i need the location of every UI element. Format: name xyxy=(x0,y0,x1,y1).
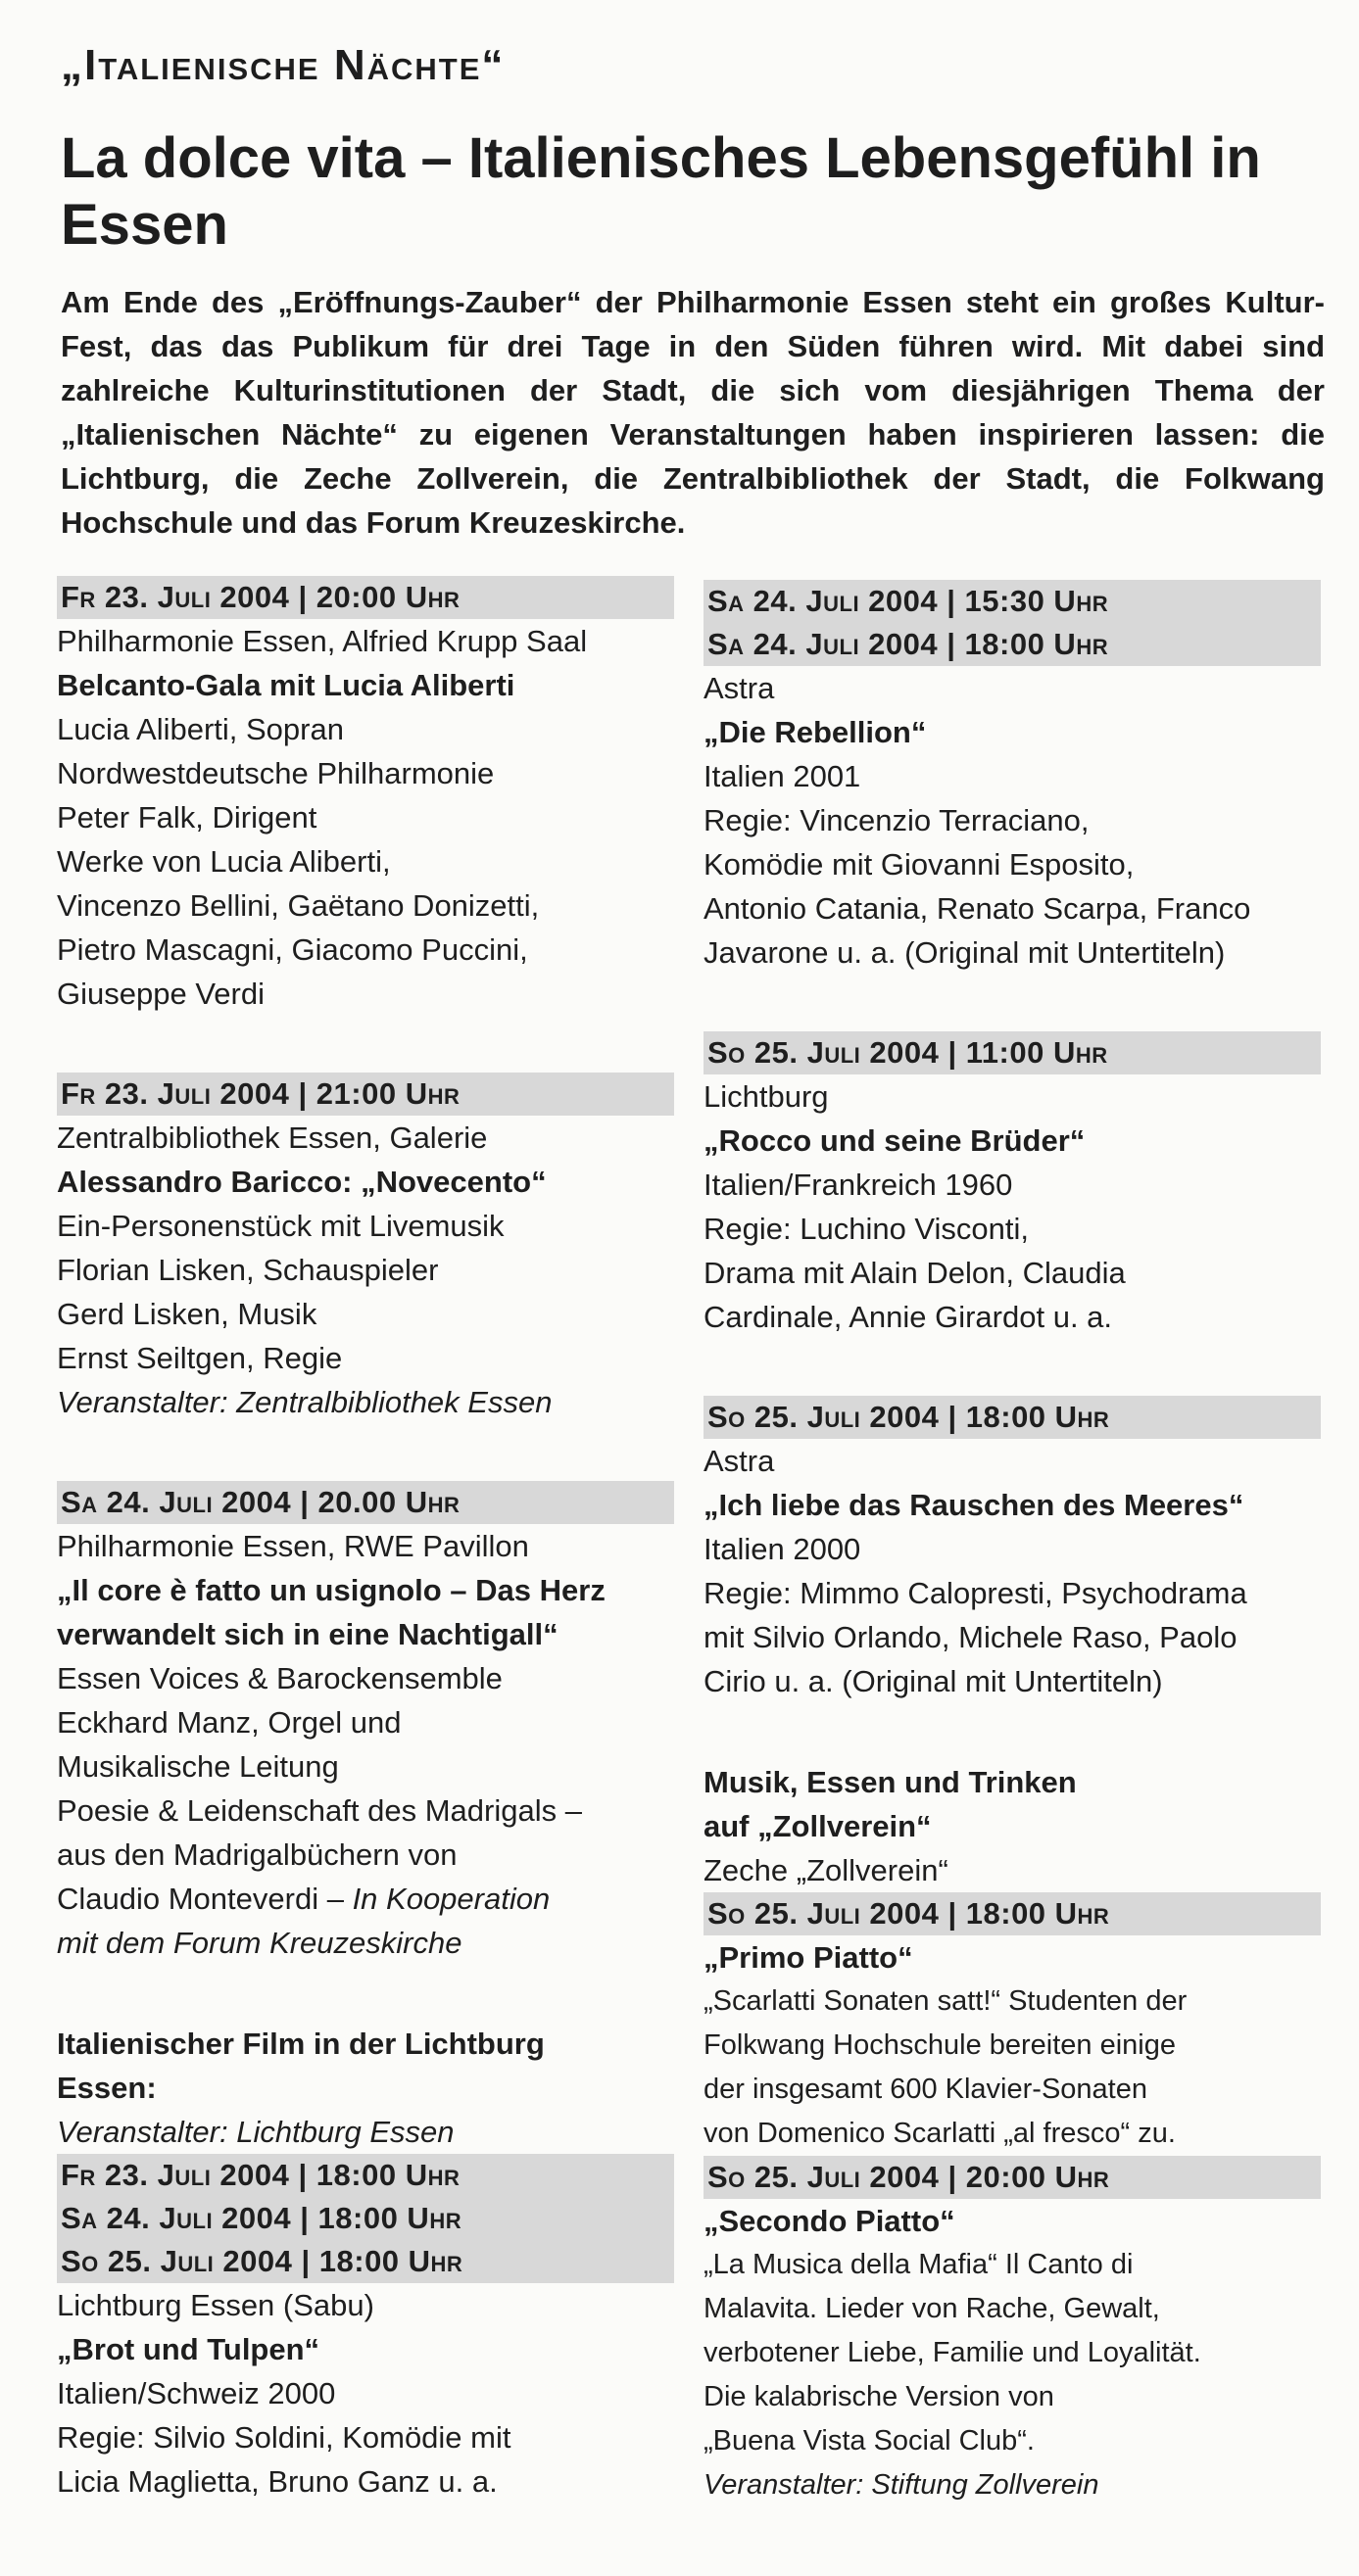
event-title: „Il core è fatto un usignolo – Das Herz xyxy=(57,1573,606,1607)
event-date: Sa 24. Juli 2004 | 20.00 Uhr xyxy=(57,1481,674,1524)
event-belcanto-gala xyxy=(57,576,674,1016)
event-line: Ein-Personenstück mit Livemusik xyxy=(57,1209,505,1243)
film-section xyxy=(57,2022,674,2504)
event-line: Licia Maglietta, Bruno Ganz u. a. xyxy=(57,2464,498,2499)
event-line: Florian Lisken, Schauspieler xyxy=(57,1253,439,1287)
event-line: „Scarlatti Sonaten satt!“ Studenten der xyxy=(704,1985,1188,2017)
event-venue: Zentralbibliothek Essen, Galerie xyxy=(57,1121,488,1155)
event-line: Gerd Lisken, Musik xyxy=(57,1297,317,1331)
section-heading: Musik, Essen und Trinken xyxy=(704,1765,1077,1799)
spacer xyxy=(704,1703,1321,1760)
event-date: So 25. Juli 2004 | 18:00 Uhr xyxy=(57,2240,674,2283)
event-venue: Philharmonie Essen, RWE Pavillon xyxy=(57,1529,529,1563)
event-line: Regie: Mimmo Calopresti, Psychodrama xyxy=(704,1576,1247,1610)
spacer xyxy=(704,1339,1321,1396)
event-line: Pietro Mascagni, Giacomo Puccini, xyxy=(57,932,528,967)
spacer xyxy=(57,1424,674,1481)
section-heading: Essen: xyxy=(57,2071,157,2105)
event-line: verbotener Liebe, Familie und Loyalität. xyxy=(704,2337,1201,2368)
event-line: Regie: Luchino Visconti, xyxy=(704,1212,1030,1246)
event-novecento xyxy=(57,1073,674,1424)
event-rocco xyxy=(704,1031,1321,1339)
event-date: So 25. Juli 2004 | 11:00 Uhr xyxy=(704,1031,1321,1074)
event-venue: Astra xyxy=(704,671,775,705)
event-line: Italien 2001 xyxy=(704,759,861,793)
event-line: der insgesamt 600 Klavier-Sonaten xyxy=(704,2074,1147,2105)
event-venue: Zeche „Zollverein“ xyxy=(704,1853,948,1887)
event-venue: Lichtburg Essen (Sabu) xyxy=(57,2288,374,2322)
event-venue: Philharmonie Essen, Alfried Krupp Saal xyxy=(57,624,588,658)
event-venue: Astra xyxy=(704,1444,775,1478)
event-line: Komödie mit Giovanni Esposito, xyxy=(704,847,1135,882)
event-title: Belcanto-Gala mit Lucia Aliberti xyxy=(57,668,515,702)
event-line: mit Silvio Orlando, Michele Raso, Paolo xyxy=(704,1620,1238,1654)
right-column xyxy=(704,580,1321,2507)
event-line: Eckhard Manz, Orgel und xyxy=(57,1705,402,1740)
event-organizer: Veranstalter: Zentralbibliothek Essen xyxy=(57,1385,553,1419)
event-line: von Domenico Scarlatti „al fresco“ zu. xyxy=(704,2118,1176,2149)
event-line: aus den Madrigalbüchern von xyxy=(57,1837,458,1872)
event-title: „Ich liebe das Rauschen des Meeres“ xyxy=(704,1488,1244,1522)
event-line: Italien/Schweiz 2000 xyxy=(57,2376,336,2410)
event-line: „Buena Vista Social Club“. xyxy=(704,2425,1035,2457)
event-line: Essen Voices & Barockensemble xyxy=(57,1661,503,1695)
overline: „Italienische Nächte“ xyxy=(61,41,506,89)
event-date: So 25. Juli 2004 | 20:00 Uhr xyxy=(704,2156,1321,2199)
page-title: La dolce vita – Italienisches Lebensgefühl in Essen xyxy=(61,126,1261,257)
event-date: So 25. Juli 2004 | 18:00 Uhr xyxy=(704,1396,1321,1439)
event-line: Regie: Silvio Soldini, Komödie mit xyxy=(57,2420,511,2455)
event-line-plain: Claudio Monteverdi – xyxy=(57,1882,353,1916)
event-line: Musikalische Leitung xyxy=(57,1749,339,1784)
event-date: Sa 24. Juli 2004 | 18:00 Uhr xyxy=(57,2197,674,2240)
event-line: Folkwang Hochschule bereiten einige xyxy=(704,2029,1177,2061)
event-line: Antonio Catania, Renato Scarpa, Franco xyxy=(704,891,1251,926)
event-line: Cirio u. a. (Original mit Untertiteln) xyxy=(704,1664,1163,1698)
event-line: Drama mit Alain Delon, Claudia xyxy=(704,1256,1126,1290)
event-ich-liebe xyxy=(704,1396,1321,1703)
event-date: Sa 24. Juli 2004 | 18:00 Uhr xyxy=(704,623,1321,666)
event-line-italic: In Kooperation xyxy=(352,1882,551,1916)
event-line: Lucia Aliberti, Sopran xyxy=(57,712,344,746)
event-title: „Primo Piatto“ xyxy=(704,1940,913,1975)
spacer xyxy=(704,975,1321,1031)
left-column xyxy=(57,576,674,2504)
event-line xyxy=(57,1877,674,1921)
intro-paragraph: Am Ende des „Eröffnungs-Zauber“ der Philharmonie Essen steht ein großes Kultur-Fest, das das Publikum für drei Tage in den Süden führen wird. Mit dabei sind zahlreiche Kulturinstitutionen der Stadt, die sich vom diesjährigen Thema der „Italienischen Nächte“ zu eigenen Veranstaltungen haben inspirieren lassen: die Lichtburg, die Zeche Zollverein, die Zentralbibliothek der Stadt, die Folkwang Hochschule und das Forum Kreuzeskirche. xyxy=(61,285,1325,540)
event-date: Sa 24. Juli 2004 | 15:30 Uhr xyxy=(704,580,1321,623)
event-line: Malavita. Lieder von Rache, Gewalt, xyxy=(704,2293,1160,2324)
event-line: Poesie & Leidenschaft des Madrigals – xyxy=(57,1793,582,1828)
event-title: Alessandro Baricco: „Novecento“ xyxy=(57,1165,547,1199)
event-line: Giuseppe Verdi xyxy=(57,977,265,1011)
event-line: Italien 2000 xyxy=(704,1532,861,1566)
event-line: mit dem Forum Kreuzeskirche xyxy=(57,1926,462,1960)
event-organizer: Veranstalter: Stiftung Zollverein xyxy=(704,2469,1099,2501)
event-line: Cardinale, Annie Girardot u. a. xyxy=(704,1300,1113,1334)
event-il-core xyxy=(57,1481,674,1965)
event-line: Peter Falk, Dirigent xyxy=(57,800,317,835)
event-venue: Lichtburg xyxy=(704,1079,829,1114)
event-date: Fr 23. Juli 2004 | 20:00 Uhr xyxy=(57,576,674,619)
event-line: Italien/Frankreich 1960 xyxy=(704,1168,1013,1202)
spacer xyxy=(57,1016,674,1073)
event-line: Die kalabrische Version von xyxy=(704,2381,1054,2412)
event-title: „Secondo Piatto“ xyxy=(704,2204,955,2238)
event-title: „Rocco und seine Brüder“ xyxy=(704,1123,1086,1158)
event-line: Vincenzo Bellini, Gaëtano Donizetti, xyxy=(57,888,540,923)
event-organizer: Veranstalter: Lichtburg Essen xyxy=(57,2115,455,2149)
event-title: „Brot und Tulpen“ xyxy=(57,2332,320,2366)
event-title: „Die Rebellion“ xyxy=(704,715,927,749)
event-date: So 25. Juli 2004 | 18:00 Uhr xyxy=(704,1892,1321,1935)
event-line: Javarone u. a. (Original mit Untertiteln) xyxy=(704,935,1226,970)
event-line: Nordwestdeutsche Philharmonie xyxy=(57,756,495,790)
section-heading: Italienischer Film in der Lichtburg xyxy=(57,2027,545,2061)
event-date: Fr 23. Juli 2004 | 18:00 Uhr xyxy=(57,2154,674,2197)
event-line: Werke von Lucia Aliberti, xyxy=(57,844,391,879)
event-title: verwandelt sich in eine Nachtigall“ xyxy=(57,1617,558,1651)
zollverein-section xyxy=(704,1760,1321,2507)
section-heading: auf „Zollverein“ xyxy=(704,1809,932,1843)
event-line: Ernst Seiltgen, Regie xyxy=(57,1341,343,1375)
event-line: „La Musica della Mafia“ Il Canto di xyxy=(704,2249,1134,2280)
spacer xyxy=(57,1965,674,2022)
event-line: Regie: Vincenzio Terraciano, xyxy=(704,803,1090,837)
event-die-rebellion xyxy=(704,580,1321,975)
event-date: Fr 23. Juli 2004 | 21:00 Uhr xyxy=(57,1073,674,1116)
